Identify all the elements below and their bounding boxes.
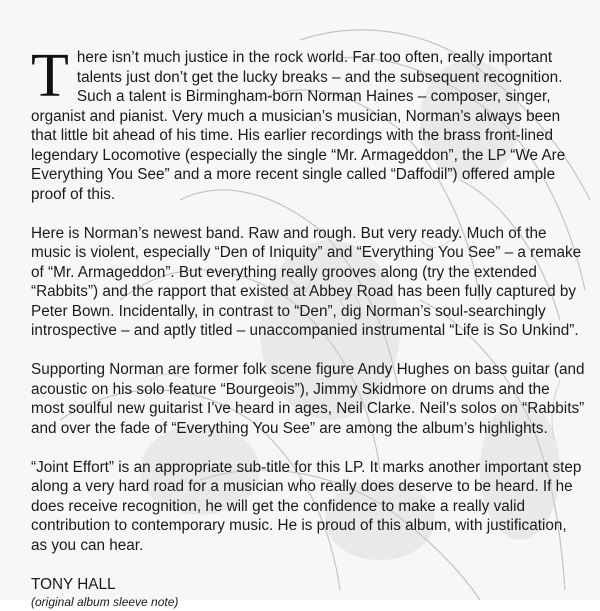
paragraph-3: Supporting Norman are former folk scene figure Andy Hughes on bass guitar (and acoustic on his solo feature “Bourgeois”), Jimmy Skidmore on drums and the most soulful new guitarist I’ve heard in ages, Neil Clarke. Neil’s solos on “Rabbits” and over the fade of “Everything You See” are among the album’s highlights. — [31, 361, 585, 437]
sleeve-note-text — [31, 42, 587, 611]
author-signature: TONY HALL — [31, 575, 116, 593]
paragraph-1 — [31, 42, 587, 204]
paragraph-2: Here is Norman’s newest band. Raw and rough. But very ready. Much of the music is violent, especially “Den of Iniquity” and “Everything You See” – a remake of “Mr. Armageddon”. But everything really grooves along (try the extended “Rabbits”) and the rapport that existed at Abbey Road has been fully captured by Peter Bown. Incidentally, in contrast to “Den”, dig Norman’s soul-searchingly introspective – and aptly titled – unaccompanied instrumental “Life is So Unkind”. — [31, 224, 582, 339]
paragraph-4: “Joint Effort” is an appropriate sub-title for this LP. It marks another important step along a very hard road for a musician who really does deserve to be heard. If he does receive recognition, he will get the confidence to make a really valid contribution to contemporary music. He is proud of this album, with justification, as you can hear. — [31, 458, 582, 554]
drop-cap-letter: T — [31, 42, 69, 110]
source-note: (original album sleeve note) — [31, 595, 179, 609]
paragraph-1-text: here isn’t much justice in the rock world. Far too often, really important talents just don’t get the lucky breaks – and the subsequent recognition. Such a talent is Birmingham-born Norman Haines – composer, singer, organist and pianist. Very much a musician’s musician, Norman’s always been that little bit ahead of his time. His earlier recordings with the brass front-lined legendary Locomotive (especially the single “Mr. Armageddon”, the LP “We Are Everything You See” and a more recent single called “Daffodil”) offered ample proof of this. — [31, 49, 566, 203]
